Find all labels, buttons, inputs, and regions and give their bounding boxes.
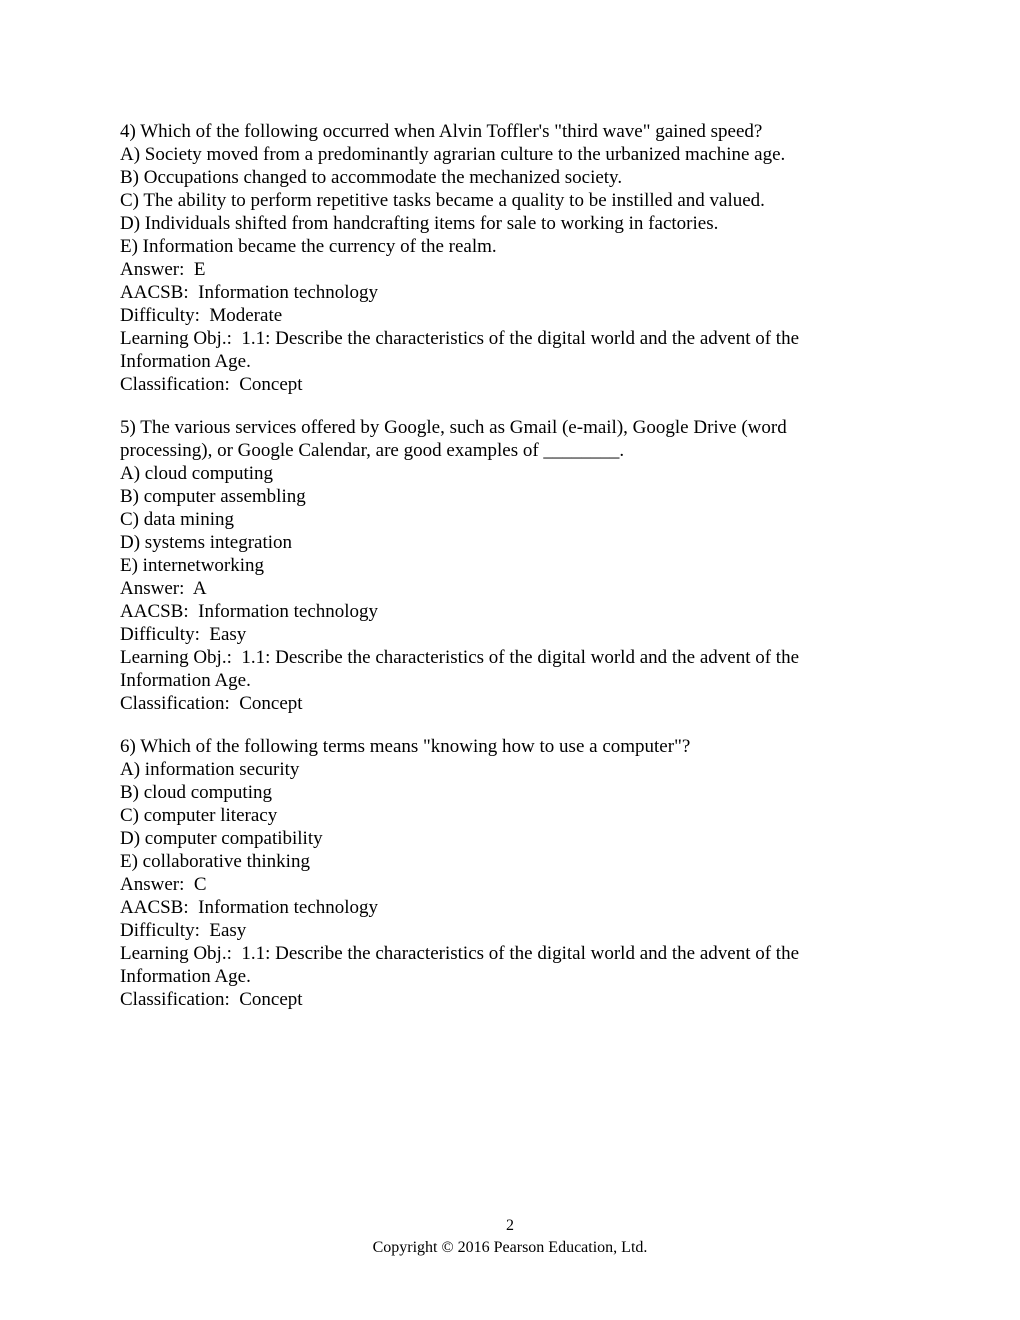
option-b: B) cloud computing <box>120 782 272 803</box>
option-a: A) information security <box>120 759 300 780</box>
learning-objective: Learning Obj.: 1.1: Describe the characteristics of the digital world and the advent of the Information Age. <box>120 647 804 691</box>
option-c: C) The ability to perform repetitive tasks became a quality to be instilled and valued. <box>120 190 765 211</box>
learning-objective: Learning Obj.: 1.1: Describe the characteristics of the digital world and the advent of the Information Age. <box>120 943 804 987</box>
difficulty: Difficulty: Easy <box>120 624 247 645</box>
answer: Answer: A <box>120 578 207 599</box>
option-b: B) Occupations changed to accommodate the mechanized society. <box>120 167 623 188</box>
classification: Classification: Concept <box>120 374 303 395</box>
option-d: D) computer compatibility <box>120 828 323 849</box>
copyright-notice: Copyright © 2016 Pearson Education, Ltd. <box>372 1239 648 1256</box>
question-stem: 4) Which of the following occurred when Alvin Toffler's "third wave" gained speed? <box>120 121 763 142</box>
question-6 <box>120 735 860 1011</box>
difficulty: Difficulty: Easy <box>120 920 247 941</box>
option-a: A) cloud computing <box>120 463 274 484</box>
answer: Answer: E <box>120 259 206 280</box>
question-stem: 5) The various services offered by Google, such as Gmail (e-mail), Google Drive (word processing), or Google Calendar, are good examples of ________. <box>120 417 792 461</box>
page-content <box>120 120 860 1031</box>
option-c: C) data mining <box>120 509 234 530</box>
option-e: E) Information became the currency of the realm. <box>120 236 497 257</box>
classification: Classification: Concept <box>120 693 303 714</box>
aacsb: AACSB: Information technology <box>120 601 379 622</box>
aacsb: AACSB: Information technology <box>120 897 379 918</box>
classification: Classification: Concept <box>120 989 303 1010</box>
option-e: E) internetworking <box>120 555 265 576</box>
question-4 <box>120 120 860 396</box>
answer: Answer: C <box>120 874 207 895</box>
aacsb: AACSB: Information technology <box>120 282 379 303</box>
option-a: A) Society moved from a predominantly agrarian culture to the urbanized machine age. <box>120 144 786 165</box>
option-d: D) systems integration <box>120 532 293 553</box>
learning-objective: Learning Obj.: 1.1: Describe the characteristics of the digital world and the advent of the Information Age. <box>120 328 804 372</box>
question-stem: 6) Which of the following terms means "knowing how to use a computer"? <box>120 736 691 757</box>
option-e: E) collaborative thinking <box>120 851 310 872</box>
page-number: 2 <box>506 1217 514 1234</box>
difficulty: Difficulty: Moderate <box>120 305 283 326</box>
option-d: D) Individuals shifted from handcrafting items for sale to working in factories. <box>120 213 719 234</box>
question-5 <box>120 416 860 715</box>
option-b: B) computer assembling <box>120 486 306 507</box>
option-c: C) computer literacy <box>120 805 278 826</box>
